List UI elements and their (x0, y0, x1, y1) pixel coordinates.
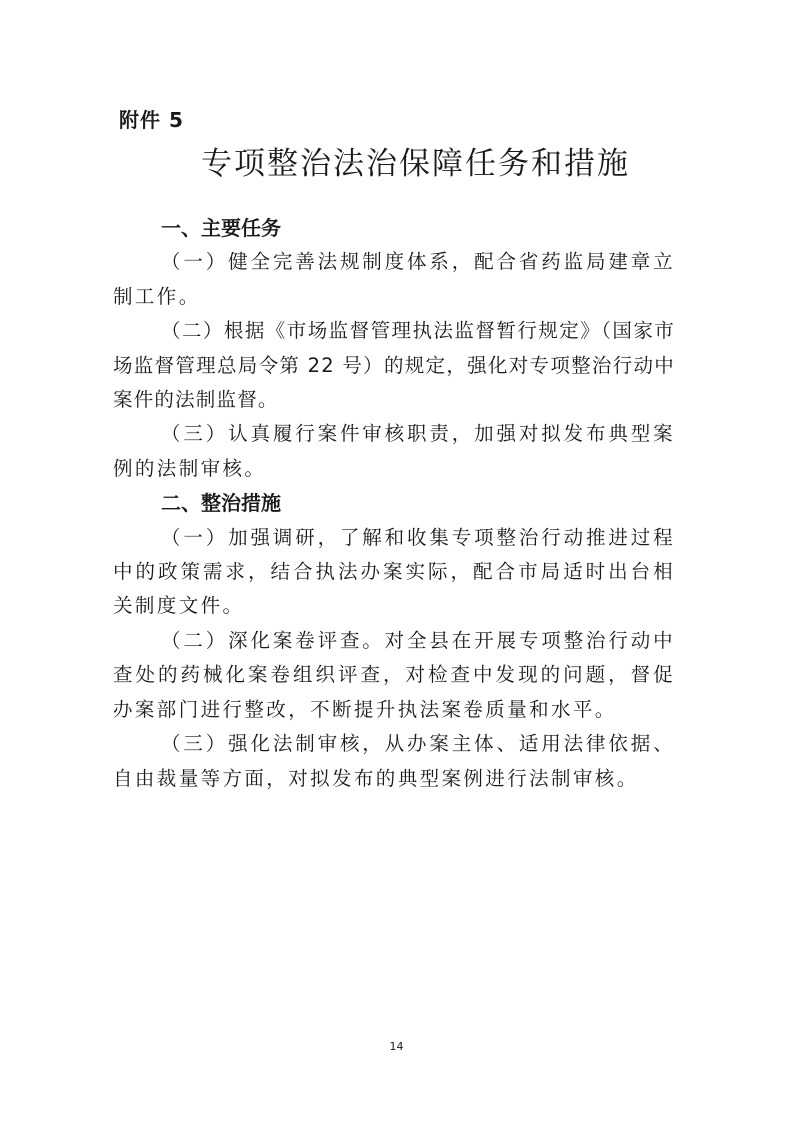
paragraph: （一）健全完善法规制度体系，配合省药监局建章立制工作。 (113, 250, 675, 308)
paragraph: （三）认真履行案件审核职责，加强对拟发布典型案例的法制审核。 (113, 422, 675, 480)
attachment-label: 附件 5 (119, 108, 184, 132)
section-heading-measures: 二、整治措施 (161, 491, 281, 516)
section-heading-main-tasks: 一、主要任务 (161, 216, 281, 240)
document-title: 专项整治法治保障任务和措施 (201, 146, 630, 182)
paragraph: （一）加强调研，了解和收集专项整治行动推进过程中的政策需求，结合执法办案实际，配合市局适时出台相关制度文件。 (113, 525, 675, 618)
paragraph: （二）深化案卷评查。对全县在开展专项整治行动中查处的药械化案卷组织评查，对检查中发现的问题，督促办案部门进行整改，不断提升执法案卷质量和水平。 (113, 628, 675, 721)
paragraph: （二）根据《市场监督管理执法监督暂行规定》（国家市场监督管理总局令第 22 号）的规定，强化对专项整治行动中案件的法制监督。 (113, 319, 675, 412)
page-number: 14 (389, 1040, 404, 1053)
document-body (113, 211, 675, 796)
paragraph: （三）强化法制审核，从办案主体、适用法律依据、自由裁量等方面，对拟发布的典型案例进行法制审核。 (113, 732, 675, 790)
